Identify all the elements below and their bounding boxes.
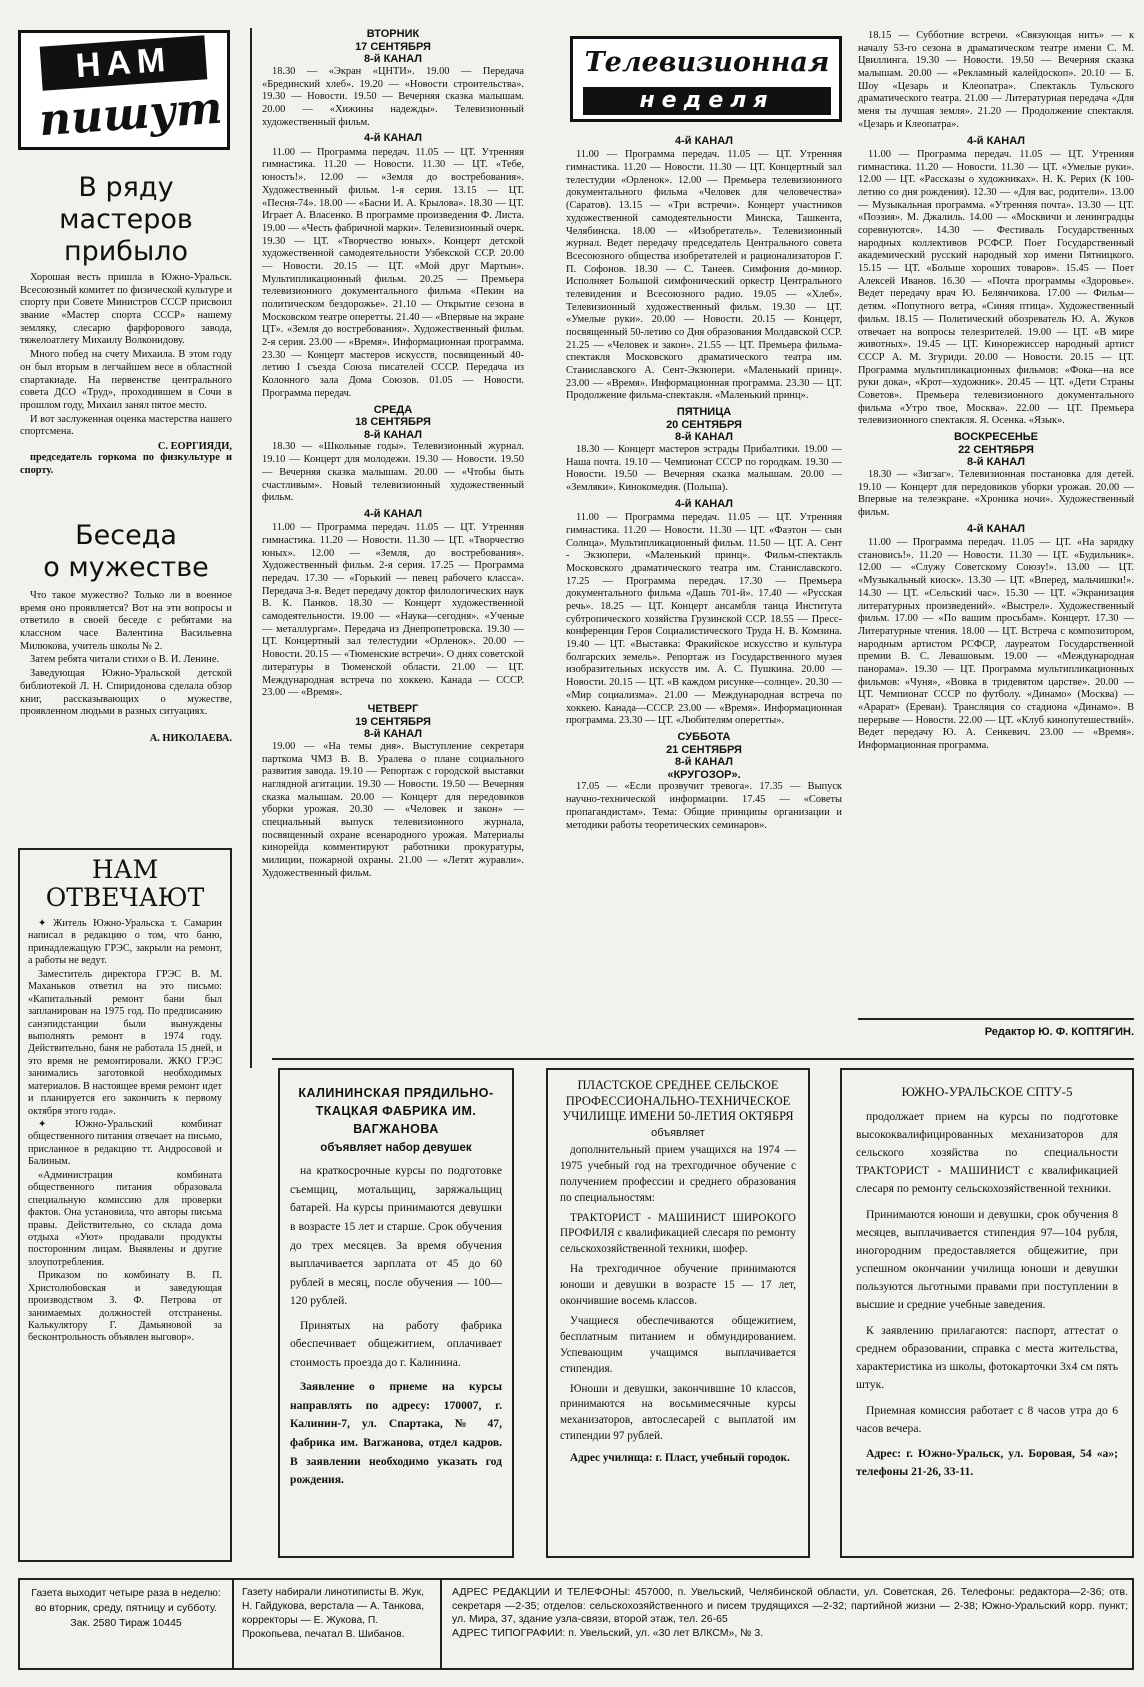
- sunday-date: 22 СЕНТЯБРЯ: [958, 443, 1034, 456]
- footer-address: АДРЕС РЕДАКЦИИ И ТЕЛЕФОНЫ: 457000, п. Увельский, Челябинской области, ул. Советская, 26. Телефоны: редактора—2-36; отв. секретаря —2-35; отделов: сельскохозяйственного и писем трудящихся —2-32; партийной жизни — 2-38; Южно-Уральский корр. пункт; ул. Мира, 37, здание узла-связи, второй этаж, тел. 26-65 АДРЕС ТИПОГРАФИИ: п. Увельский, ул. «30 лет ВЛКСМ», № 3.: [452, 1586, 1128, 1639]
- friday-ch8: 8-й КАНАЛ: [675, 431, 733, 444]
- saturday-ch8-sub: «КРУГОЗОР».: [667, 768, 741, 781]
- wednesday-ch4: 4-й КАНАЛ: [364, 507, 422, 520]
- tuesday-date: 17 СЕНТЯБРЯ: [355, 40, 431, 53]
- wednesday-date: 18 СЕНТЯБРЯ: [355, 416, 431, 429]
- tuesday-ch8-text: 18.30 — «Экран «ЦНТИ». 19.00 — Передача «Брединский хлеб». 19.20 — «Новости строительства». 19.30 — Новости. 19.50 — Вечерняя сказка малышам. 20.00 — «Хижины надежды». Телевизионный художественный фильм.: [262, 65, 524, 128]
- tv-column-2: [566, 132, 842, 1028]
- thursday-date: 19 СЕНТЯБРЯ: [355, 715, 431, 728]
- saturday-ch8-text: 17.05 — «Если прозвучит тревога». 17.35 — Выпуск научно-технической информации. 17.45 — «Советы пропагандистам». Тема: Общие принципы организации и методики работы теоретических семинаров».: [566, 781, 842, 831]
- monday-ch4-text: 11.00 — Программа передач. 11.05 — ЦТ. Утренняя гимнастика. 11.20 — Новости. 11.30 — ЦТ. Концертный зал телестудии «Орленок». 12.00 — Премьера телевизионного документального фильма «Человек для человечества» (Саратов). 13.15 — «Три встречи». Концерт участников художественной самодеятельности Минска, Ташкента, Челябинска. 18.00 — «Изобретатель». Телевизионный журнал. Ведет передачу председатель Центрального совета Всесоюзного общества изобретателей и рационализаторов Г. П. Софонов. 18.30 — С. Танеев. Симфония до-минор. Исполняет Большой симфонический оркестр Центрального телевидения и Всесоюзного радио. 19.05 — «Хлеб». Телевизионный художественный фильм. 19.30 — ЦТ. «Умелые руки». 20.00 — Новости. 20.15 — Концерт, посвященный 50-летию со Дня образования Молдавской ССР. 21.25 — «Человек и закон». 21.55 — ЦТ. Премьера фильма-спектакля Московского драматического театра им. Станиславского А. Сент-Экзюпери. «Маленький принц». 23.00 — «Время». Информационная программа. 23.30 — ЦТ. Продолжение фильма-спектакля. «Маленький принц».: [566, 149, 842, 402]
- ad-sptu5: [840, 1068, 1134, 1558]
- ad-sptu5-title: ЮЖНО-УРАЛЬСКОЕ СПТУ-5: [901, 1084, 1073, 1099]
- sunday-day: ВОСКРЕСЕНЬЕ: [953, 431, 1039, 444]
- ads-top-rule: [272, 1058, 1134, 1060]
- editor-rule: [858, 1018, 1134, 1020]
- article-masters: [20, 172, 232, 522]
- article-masters-signature: С. ЕОРГИЯДИ,: [157, 440, 232, 452]
- sunday-ch8: 8-й КАНАЛ: [967, 456, 1025, 469]
- monday-ch4: 4-й КАНАЛ: [675, 135, 733, 147]
- tv-week-title-bottom: неделя: [583, 87, 831, 115]
- answers-title: НАМ ОТВЕЧАЮТ: [45, 855, 205, 912]
- wednesday-ch4-text: 11.00 — Программа передач. 11.05 — ЦТ. Утренняя гимнастика. 11.20 — Новости. 11.30 — ЦТ. «Творчество юных». 12.00 — «Земля, до востребования». Художественный фильм. 2-я серия. 17.25 — Программа передач. 17.30 — «Горький — певец рабочего класса». Передача 3-я. Ведет передачу доктор филологических наук В. К. Панков. 18.30 — Концерт художественной самодеятельности. 19.00 — «Наука—сегодня». «Ученые — металлургам». Передача из Днепропетровска. 19.30 — ЦТ. Концертный зал телестудии «Орленок». 20.00 — Новости. 20.15 — «Тюменские встречи». О днях советской литературы в Тюменской области. 21.00 — ЦТ. Международная встреча по хоккею. Канада — СССР. 23.00 — «Время».: [262, 522, 524, 699]
- thursday-ch8-text: 19.00 — «На темы дня». Выступление секретаря парткома ЧМЗ В. В. Уралева о плане социального развития завода. 19.10 — Репортаж с городской выставки наглядной агитации. 19.30 — Новости. 19.50 — Вечерняя сказка малышам. 20.00 — Концерт для передовиков уборки урожая. 20.30 — «Человек и закон» — специальный выпуск телевизионного журнала, посвященный охране всенародного урожая. Материалы кинорейда комментируют работники прокуратуры, милиции, пожарной охраны. 21.00 — «Летят журавли». Художественный фильм.: [262, 740, 524, 879]
- friday-ch4-text: 11.00 — Программа передач. 11.05 — ЦТ. Утренняя гимнастика. 11.20 — Новости. 11.30 — ЦТ. «Фаэтон — сын Солнца». Мультипликационный фильм. 11.50 — ЦТ. А. Сент - Экзюпери. «Маленький принц». Фильм-спектакль Московского драматического театра им. Станиславского. 17.25 — Программа передач. 17.30 — Премьера документального фильма «Дашь 701-й». 17.40 — «Русская речь». 18.25 — ЦТ. Концерт ансамбля танца Института субтропического хозяйства Грузинской ССР. 18.55 — Пресс-конференция Героя Социалистического Труда Н. В. Комзина. 19.40 — ЦТ. «Выставка: Фракийское искусство и культура болгарских земель». Репортаж из Государственного музея изобразительных искусств им. А. С. Пушкина. 20.00 — Новости. 20.15 — ЦТ. «В каждом рисунке—солнце». 20.30 — «Мир социализма». 21.00 — Международная встреча по хоккею. Канада—СССР. 23.00 — «Время». Информационная программа. 23.30 — ЦТ. «Любителям оперетты».: [566, 512, 842, 727]
- ad-kalinin-body: на краткосрочные курсы по подготовке съемщиц, мотальщиц, заряжальщиц батарей. На курсы принимаются девушки в возрасте 15 лет и старше. Срок обучения до трех месяцев. За время обучения выплачивается зарплата от 45 до 60 рублей в месяц, после обучения — 100—120 рублей. Принятых на работу фабрика обеспечивает общежитием, оплачивает стоимость проезда до г. Калинина. Заявление о приеме на курсы направлять по адресу: 170007, г. Калинин-7, ул. Спартака, № 47, фабрика им. Вагжанова, отдел кадров. В заявлении необходимо указать год рождения.: [290, 1164, 502, 1487]
- tv-column-1: [262, 28, 524, 1058]
- wednesday-ch8-text: 18.30 — «Школьные годы». Телевизионный журнал. 19.10 — Концерт для молодежи. 19.30 — Новости. 19.50 — Вечерняя сказка малышам. 20.00 — «Чтобы быть счастливым». Новый телевизионный художественный фильм.: [262, 441, 524, 504]
- ad-sptu5-body: продолжает прием на курсы по подготовке высококвалифицированных механизаторов для сельского хозяйства по специальности ТРАКТОРИСТ - МАШИНИСТ с квалификацией слесаря по ремонту сельскохозяйственной техники. Принимаются юноши и девушки, срок обучения 8 месяцев, выплачивается стипендия 97—104 рубля, иногородним предоставляется общежитие, при успешном окончании училища юноши и девушки пользуются льготными правами при поступлении в высшие и средние учебные заведения. К заявлению прилагаются: паспорт, аттестат о среднем образовании, справка с места жительства, характеристика из школы, фотокарточки 3х4 см пять штук. Приемная комиссия работает с 8 часов утра до 6 часов вечера. Адрес: г. Южно-Уральск, ул. Боровая, 54 «а»; телефоны 21-26, 33-11.: [856, 1110, 1118, 1479]
- footer: [18, 1578, 1134, 1670]
- sunday-ch8-text: 18.30 — «Зигзаг». Телевизионная постановка для детей. 19.10 — Концерт для передовиков уборки урожая. 20.00 — Впервые на телеэкране. «Хроника ночи». Художественный фильм.: [858, 468, 1134, 519]
- thursday-ch8: 8-й КАНАЛ: [364, 728, 422, 741]
- saturday-date: 21 СЕНТЯБРЯ: [666, 743, 742, 756]
- article-courage: [20, 520, 232, 770]
- wednesday-day: СРЕДА: [373, 403, 413, 416]
- tuesday-ch8: 8-й КАНАЛ: [364, 53, 422, 66]
- footer-divider-2: [440, 1580, 442, 1668]
- ad-kalinin-title: КАЛИНИНСКАЯ ПРЯДИЛЬНО-ТКАЦКАЯ ФАБРИКА ИМ. ВАГЖАНОВА: [298, 1086, 494, 1137]
- footer-divider-1: [232, 1580, 234, 1668]
- saturday-ch4: 4-й КАНАЛ: [967, 134, 1025, 147]
- tuesday-ch4-text: 11.00 — Программа передач. 11.05 — ЦТ. Утренняя гимнастика. 11.20 — Новости. 11.30 — ЦТ. «Тебе, юность!». 12.00 — «Земля до востребования». Художественный фильм. 1-я серия. 13.15 — ЦТ. «Песня-74». 18.00 — «Басни И. А. Крылова». 18.30 — ЦТ. Играет А. Власенко. В программе произведения Ф. Листа. 19.00 — «Честь фабричной марки». Телевизионный очерк. 19.30 — ЦТ. «Творчество юных». Концерт детской художественной самодеятельности Узбекской ССР. 20.00 — Новости. 20.15 — ЦТ. «Мой друг Мартын». Мультипликационный фильм. 20.25 — Премьера телевизионного документального фильма «Пекин на политическом бездорожье». 21.10 — Открытие сезона в Московском театре оперетты. 21.40 — «Впервые на экране ЦТ». «Земля до востребования». Художественный фильм. 2-я серия. 23.00 — «Время». Информационная программа. 23.30 — Концерт мастеров искусств, посвященный 40-летию I съезда Союза писателей СССР. Передача из Колонного зала Дома Союзов. 01.05 — Новости. Программа передач.: [262, 146, 524, 399]
- footer-publication-info: Газета выходит четыре раза в неделю: во вторник, среду, пятницу и субботу. Зак. 2580 Тираж 10445: [31, 1587, 221, 1630]
- article-masters-body: Хорошая весть пришла в Южно-Уральск. Всесоюзный комитет по физической культуре и спорту при Совете Министров СССР присвоил звание «Мастер спорта СССР» нашему земляку, слесарю фарфорового завода, тяжелоатлету Михаилу Волконидову. Много побед на счету Михаила. В этом году он был вторым в легчайшем весе в областной спартакиаде. На первенстве центрального совета ДСО «Труд», проходившем в Сочи в прошлом году, Михаил занял пятое место. И вот заслуженная оценка мастерства нашего спортсмена.: [20, 272, 232, 438]
- tuesday-ch4: 4-й КАНАЛ: [364, 132, 422, 145]
- ad-plast-body: дополнительный прием учащихся на 1974 — 1975 учебный год на трехгодичное обучение с получением профессии и среднего образования по специальностям: ТРАКТОРИСТ - МАШИНИСТ ШИРОКОГО ПРОФИЛЯ с квалификацией слесаря по ремонту сельскохозяйственной техники, шофер. На трехгодичное обучение принимаются юноши и девушки в возрасте 15 — 17 лет, окончившие восемь классов. Учащиеся обеспечиваются общежитием, бесплатным питанием и обмундированием. Успевающим учащимся выплачивается стипендия. Юноши и девушки, закончившие 10 классов, принимаются на восьмимесячные курсы механизаторов, автослесарей с выплатой им стипендии 97 рублей. Адрес училища: г. Пласт, учебный городок.: [560, 1143, 796, 1465]
- answers-body: ✦ Житель Южно-Уральска т. Самарин написал в редакцию о том, что баню, принадлежащую ГРЭС, закрыли на ремонт, а работы не ведут. Заместитель директора ГРЭС В. М. Маханьков ответил на это письмо: «Капитальный ремонт бани был запланирован на 1975 год. По предписанию санэпидстанции были вынуждены выполнять ремонт в 1974 году. Действительно, баня не работала 15 дней, и это время не ремонтировали. ЖКО ГРЭС занимались заготовкой необходимых материалов. В настоящее время ремонт идет и планируется его закончить к первому октября этого года». ✦ Южно-Уральский комбинат общественного питания отвечает на письмо, присланное в редакцию тт. Андросовой и Балиным. «Администрация комбината общественного питания образовала специальную комиссию для проверки фактов. Она установила, что авторы письма правы. Действительно, со склада дома отдыха «Уют» продавали продукты посторонним лицам. Выявлены и другие злоупотребления. Приказом по комбинату В. П. Христолюбовская и заведующая производством З. Ф. Петрова от занимаемых должностей отстранены. Калькулятору Г. Дамьяновой за бесконтрольность объявлен выговор».: [28, 918, 222, 1344]
- editor-line: Редактор Ю. Ф. КОПТЯГИН.: [984, 1026, 1134, 1038]
- tv-week-banner: [570, 36, 842, 122]
- friday-day: ПЯТНИЦА: [676, 406, 732, 419]
- article-masters-title: В ряду мастеров прибыло: [59, 172, 193, 267]
- ad-kalinin-subtitle: объявляет набор девушек: [320, 1142, 472, 1155]
- logo-bottom-text: пишут: [37, 82, 224, 147]
- article-courage-title: Беседа о мужестве: [43, 520, 209, 583]
- ad-plast-subtitle: объявляет: [651, 1126, 705, 1139]
- saturday-ch4-text: 11.00 — Программа передач. 11.05 — ЦТ. Утренняя гимнастика. 11.20 — Новости. 11.30 — ЦТ. «Умелые руки». 12.00 — ЦТ. «Рассказы о художниках». Н. К. Рерих (К 100-летию со дня рождения). 12.30 — «Для вас, родители». 13.00 — Музыкальная программа. «Утренняя почта». 13.30 — ЦТ. «Поэзия». М. Джалиль. 14.00 — «Москвичи и ленинградцы соревнуются». 14.30 — Фестиваль Государственных народных коллективов РСФСР. Поет Государственный академический русский народный хор имени Пятницкого. 15.15 — ЦТ. «Больше хороших товаров». 15.45 — Поет Алексей Иванов. 16.30 — «Почта программы «Здоровье». Ведет передачу врач Ю. Белянчикова. 17.00 — Фильм—детям. «Попутного ветра, «Синяя птица». Художественный фильм. 18.15 — Политический обозреватель Ю. А. Жуков отвечает на вопросы телезрителей. 19.00 — ЦТ. «В мире животных». 19.45 — ЦТ. Кинорежиссер народный артист СССР А. М. Згуриди. 20.00 — Новости. 20.15 — ЦТ. Программа мультипликационных фильмов: «Фока—на все руки дока», «Крот—художник». 20.45 — ЦТ. «Дети Страны Советов». Премьера телевизионного документального фильма «Утро твое, Москва». 22.00 — ЦТ. Премьера телевизионного спектакля. Я. Осенка. «Язык».: [858, 148, 1134, 427]
- friday-date: 20 СЕНТЯБРЯ: [666, 418, 742, 431]
- ad-kalinin: [278, 1068, 514, 1558]
- saturday-ch8: 8-й КАНАЛ: [675, 756, 733, 769]
- friday-ch4: 4-й КАНАЛ: [675, 497, 733, 510]
- nam-pishut-logo: [18, 30, 230, 150]
- article-courage-body: Что такое мужество? Только ли в военное время оно проявляется? Вот на эти вопросы и ответило в своей беседе с ребятами на классном часе Валентина Васильевна Милюкова, учитель школы № 2. Затем ребята читали стихи о В. И. Ленине. Заведующая Южно-Уральской детской библиотекой Л. Н. Спиридонова сделала обзор книг, рассказывающих о мужестве, проявленном людьми в разных ситуациях.: [20, 590, 232, 718]
- saturday-day: СУББОТА: [677, 730, 731, 743]
- ad-plast-title: ПЛАСТСКОЕ СРЕДНЕЕ СЕЛЬСКОЕ ПРОФЕССИОНАЛЬНО-ТЕХНИЧЕСКОЕ УЧИЛИЩЕ ИМЕНИ 50-ЛЕТИЯ ОКТЯБРЯ: [562, 1078, 794, 1124]
- wednesday-ch8: 8-й КАНАЛ: [364, 428, 422, 441]
- logo-top-text: НАМ: [40, 35, 208, 90]
- tuesday-day: ВТОРНИК: [366, 28, 420, 40]
- tv-column-3: [858, 30, 1134, 1014]
- thursday-day: ЧЕТВЕРГ: [367, 702, 419, 715]
- column-divider: [250, 28, 252, 1068]
- friday-ch8-text: 18.30 — Концерт мастеров эстрады Прибалтики. 19.00 — Наша почта. 19.10 — Чемпионат СССР по городкам. 19.30 — Новости. 19.50 — Вечерняя сказка малышам. 20.00 — «Земляки». Кинокомедия. (Польша).: [566, 444, 842, 494]
- answers-box: [18, 848, 232, 1562]
- article-courage-signature: А. НИКОЛАЕВА.: [149, 732, 232, 744]
- saturday-ch8-cont-text: 18.15 — Субботние встречи. «Связующая нить» — к началу 53-го сезона в драматическом театре имени С. М. Цвиллинга. 19.30 — Новости. 19.50 — Вечерняя сказка малышам. 20.00 — «Рекламный калейдоскоп». 20.10 — Б. Шоу «Цезарь и Клеопатра». Спектакль Тульского драматического театра. 21.00 — Литературная передача «Для меня ты лучшая земля». 21.20 — Продолжение спектакля. «Цезарь и Клеопатра».: [858, 30, 1134, 130]
- sunday-ch4: 4-й КАНАЛ: [967, 522, 1025, 535]
- tv-week-title-top: Телевизионная: [584, 47, 830, 78]
- sunday-ch4-text: 11.00 — Программа передач. 11.05 — ЦТ. «На зарядку становись!». 11.20 — Новости. 11.30 — ЦТ. «Будильник». 12.00 — «Служу Советскому Союзу!». 13.00 — ЦТ. «Музыкальный киоск». 13.30 — ЦТ. «Вперед, мальчишки!». 14.30 — ЦТ. «Сельский час». 15.30 — ЦТ. «Экранизация литературных произведений». «Выстрел». Художественный фильм. 17.00 — «По вашим просьбам». Концерт. 17.30 — Литературные чтения. 18.00 — ЦТ. Встреча с композитором, народным артистом РСФСР, лауреатом Государственной премии В. С. Левашовым. 19.00 — «Международная панорама». 19.30 — ЦТ. Программа мультипликационных фильмов: «Чуня», «Вовка в тридевятом царстве». 20.00 — ЦТ. Чемпионат СССР по футболу. «Динамо» (Москва) — «Арарат» (Ереван). Трансляция со стадиона «Динамо». В перерыве — Новости. 22.00 — ЦТ. «Клуб кинопутешествий». Ведет передачу Ю. А. Сенкевич. 23.00 — «Время». Информационная программа.: [858, 537, 1134, 752]
- article-masters-signature-role: председатель горкома по физкультуре и спорту.: [20, 451, 232, 476]
- footer-staff: Газету набирали линотиписты В. Жук, Н. Гайдукова, верстала — А. Танкова, корректоры — Е. Жукова, П. Прокопьева, печатал В. Шибанов.: [242, 1587, 425, 1640]
- ad-plast: [546, 1068, 810, 1558]
